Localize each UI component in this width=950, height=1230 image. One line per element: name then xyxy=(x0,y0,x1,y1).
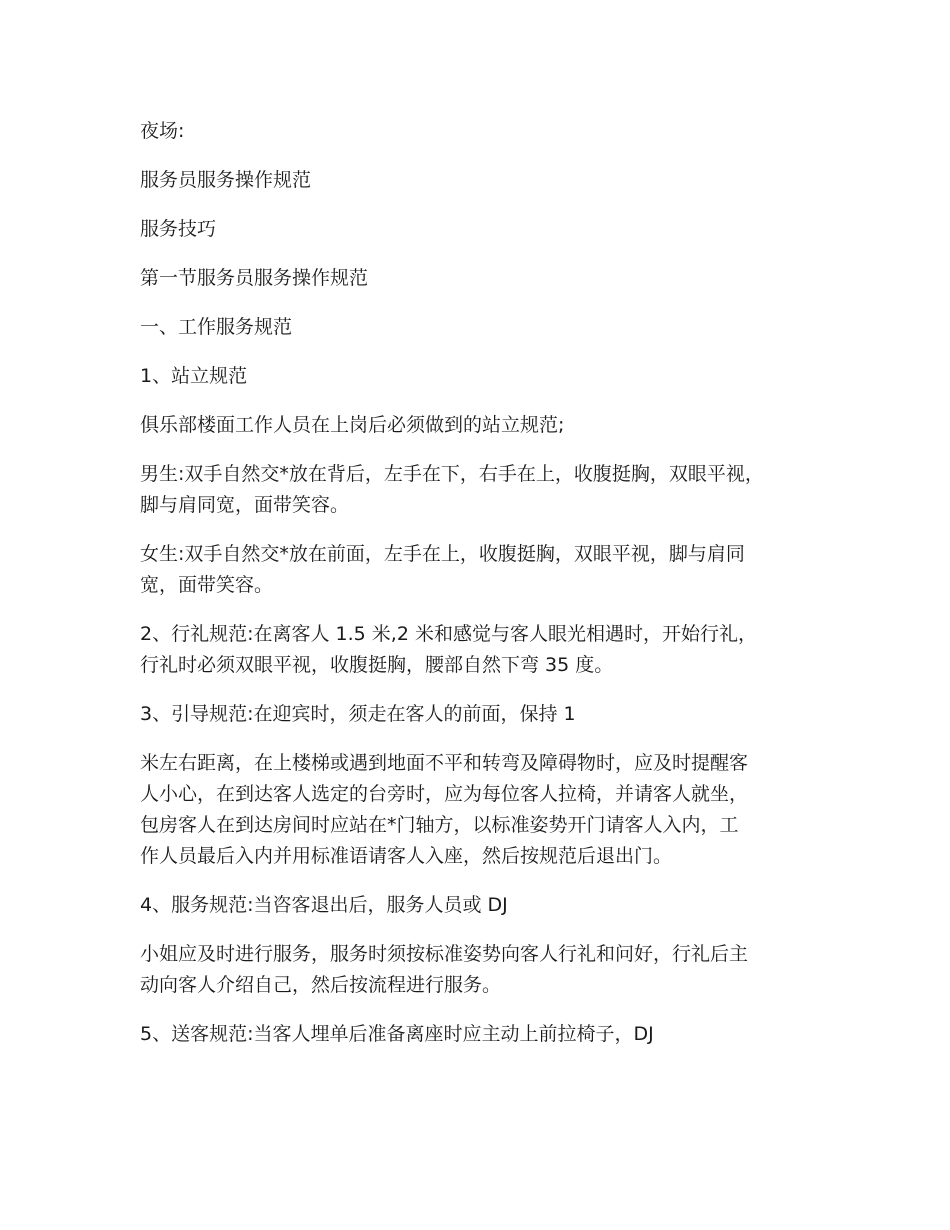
heading-venue: 夜场: xyxy=(140,120,185,142)
paragraph-female-standing: 女生:双手自然交*放在前面，左手在上，收腹挺胸，双眼平视，脚与肩同 宽，面带笑容。 xyxy=(140,543,745,596)
paragraph-male-standing: 男生:双手自然交*放在背后，左手在下，右手在上，收腹挺胸，双眼平视， 脚与肩同宽，面带笑容。 xyxy=(140,463,764,516)
item-standing-title: 1、站立规范 xyxy=(140,365,248,387)
paragraph-guiding-detail: 米左右距离，在上楼梯或遇到地面不平和转弯及障碍物时，应及时提醒客 人小心，在到达客人选定的台旁时，应为每位客人拉椅，并请客人就坐， 包房客人在到达房间时应站在*门轴方，以标准姿势开门请客人入内，工 作人员最后入内并用标准语请客人入座，然后按规范后退出门。 xyxy=(140,752,749,867)
paragraph-service-detail: 小姐应及时进行服务，服务时须按标准姿势向客人行礼和问好，行礼后主 动向客人介绍自己，然后按流程进行服务。 xyxy=(140,943,749,996)
document-body xyxy=(140,116,830,1068)
section-title: 第一节服务员服务操作规范 xyxy=(140,267,369,289)
paragraph-guiding-standard: 3、引导规范:在迎宾时，须走在客人的前面，保持 1 xyxy=(140,703,576,725)
paragraph-standing-intro: 俱乐部楼面工作人员在上岗后必须做到的站立规范; xyxy=(140,414,565,436)
heading-skills: 服务技巧 xyxy=(140,218,217,240)
paragraph-service-standard: 4、服务规范:当咨客退出后，服务人员或 DJ xyxy=(140,894,508,916)
paragraph-greeting-standard: 2、行礼规范:在离客人 1.5 米,2 米和感觉与客人眼光相遇时，开始行礼， 行礼时必须双眼平视，收腹挺胸，腰部自然下弯 35 度。 xyxy=(140,623,757,676)
heading-standards: 服务员服务操作规范 xyxy=(140,169,312,191)
subsection-title: 一、工作服务规范 xyxy=(140,316,293,338)
paragraph-farewell-standard: 5、送客规范:当客人埋单后准备离座时应主动上前拉椅子，DJ xyxy=(140,1023,654,1045)
